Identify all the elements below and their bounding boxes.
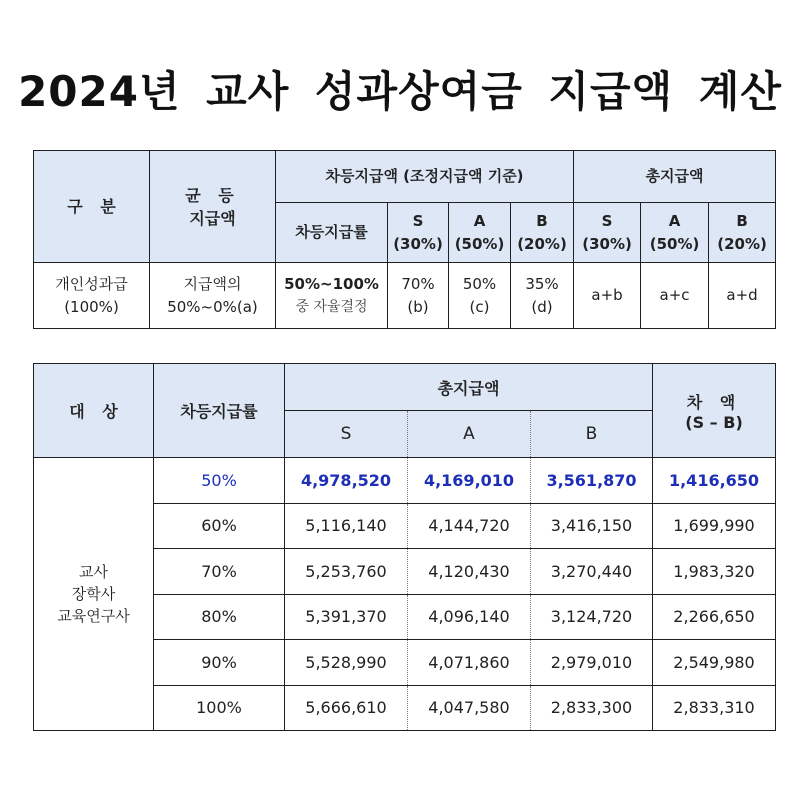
header-equal-pay: 균 등 지급액 — [150, 151, 276, 263]
difference-cell: 2,266,650 — [653, 594, 776, 640]
header-grade-s: S (30%) — [388, 203, 449, 263]
row-s-rate: 70% (b) — [388, 263, 449, 329]
difference-cell: 1,416,650 — [653, 458, 776, 504]
row-total-s: a+b — [574, 263, 641, 329]
amount-a-cell: 4,096,140 — [408, 594, 531, 640]
difference-cell: 1,699,990 — [653, 503, 776, 549]
amount-s-cell: 5,253,760 — [285, 549, 408, 595]
header-diff-rate: 차등지급률 — [154, 364, 285, 458]
payment-amount-table — [33, 363, 776, 731]
header-diff-rate: 차등지급률 — [276, 203, 388, 263]
rate-cell: 100% — [154, 685, 285, 731]
amount-s-cell: 5,116,140 — [285, 503, 408, 549]
header-total-pay: 총지급액 — [574, 151, 776, 203]
difference-cell: 2,833,310 — [653, 685, 776, 731]
amount-b-cell: 3,124,720 — [531, 594, 653, 640]
row-diff-rate: 50%~100% 중 자율결정 — [276, 263, 388, 329]
header-category: 구 분 — [34, 151, 150, 263]
rate-cell: 60% — [154, 503, 285, 549]
amount-b-cell: 3,270,440 — [531, 549, 653, 595]
row-total-b: a+d — [709, 263, 776, 329]
difference-cell: 1,983,320 — [653, 549, 776, 595]
header-grade-a: A (50%) — [449, 203, 511, 263]
header-target: 대 상 — [34, 364, 154, 458]
amount-a-cell: 4,144,720 — [408, 503, 531, 549]
header-total-grade-a: A (50%) — [641, 203, 709, 263]
header-total-grade-s: S (30%) — [574, 203, 641, 263]
header-grade-b: B (20%) — [511, 203, 574, 263]
row-equal-pay: 지급액의 50%~0%(a) — [150, 263, 276, 329]
row-total-a: a+c — [641, 263, 709, 329]
amount-a-cell: 4,071,860 — [408, 640, 531, 686]
amount-a-cell: 4,169,010 — [408, 458, 531, 504]
amount-a-cell: 4,120,430 — [408, 549, 531, 595]
difference-cell: 2,549,980 — [653, 640, 776, 686]
rate-cell: 90% — [154, 640, 285, 686]
row-name: 개인성과급 (100%) — [34, 263, 150, 329]
payment-rule-table — [33, 150, 776, 329]
amount-b-cell: 3,561,870 — [531, 458, 653, 504]
table-row — [34, 263, 776, 329]
header-a: A — [408, 411, 531, 458]
amount-b-cell: 2,833,300 — [531, 685, 653, 731]
header-s: S — [285, 411, 408, 458]
amount-s-cell: 4,978,520 — [285, 458, 408, 504]
amount-s-cell: 5,391,370 — [285, 594, 408, 640]
header-b: B — [531, 411, 653, 458]
amount-s-cell: 5,666,610 — [285, 685, 408, 731]
amount-b-cell: 3,416,150 — [531, 503, 653, 549]
rate-cell: 70% — [154, 549, 285, 595]
header-total: 총지급액 — [285, 364, 653, 411]
row-b-rate: 35% (d) — [511, 263, 574, 329]
amount-b-cell: 2,979,010 — [531, 640, 653, 686]
rate-cell: 80% — [154, 594, 285, 640]
amount-s-cell: 5,528,990 — [285, 640, 408, 686]
header-total-grade-b: B (20%) — [709, 203, 776, 263]
target-group: 교사 장학사 교육연구사 — [34, 458, 154, 731]
header-difference: 차 액 (S – B) — [653, 364, 776, 458]
header-diff-pay: 차등지급액 (조정지급액 기준) — [276, 151, 574, 203]
amount-a-cell: 4,047,580 — [408, 685, 531, 731]
page-title: 2024년 교사 성과상여금 지급액 계산 — [18, 67, 782, 116]
row-a-rate: 50% (c) — [449, 263, 511, 329]
table-row — [34, 458, 776, 504]
rate-cell: 50% — [154, 458, 285, 504]
